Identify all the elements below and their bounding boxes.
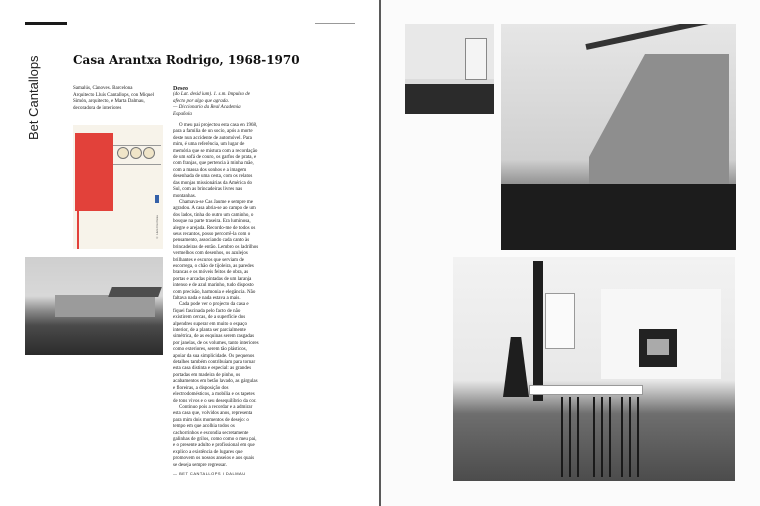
photo-grass <box>501 184 736 250</box>
top-rule <box>25 22 67 25</box>
credit-line: decoradora de interiores <box>73 105 122 111</box>
house-exterior-photo-large <box>501 24 736 250</box>
left-page <box>0 0 379 506</box>
credit-line: Simón, arquitecto, e Marta Dalmau, <box>73 99 145 104</box>
photo-chair <box>561 397 583 477</box>
paragraph: Continuo pois a recordar e a admirar esta casa que, volvidos anos, representa para mim dois momentos de desejo: o tempo em que acolhia todos os cachorrinhos e escondia secretamente galinhas de grilos, como como o meu pai, e o presente adulto e profissional em que explico a existência de lugares que promovem os nossos anseios e aos quais se deseja sempre regressar. <box>173 404 257 468</box>
credit-line: Arquitecto Lluís Cantallops, con Miquel <box>73 92 154 98</box>
photo-fireplace-hood <box>503 337 529 397</box>
paragraph: O meu pai projectou esta casa en 1968, para a familia de un socio, após a morte deste nun accidente de automóvel. Para mim, é uma referência, um lugar de memória que se mistura com a recordação de um sofá de couro, os garfos de prata, e com franjas, que pertencia à minha mãe, com a massa dos sonhos e a imagem desenhada de uma cesta, com os relatos das monjas missionárias da América do Sul, com as brincadeiras livres nas montanhas. <box>173 123 258 199</box>
photo-chair <box>621 397 643 477</box>
photo-chair <box>593 397 615 477</box>
illustration-red-block <box>75 133 113 211</box>
definition <box>173 92 259 118</box>
photo-floor <box>405 84 494 114</box>
illustration-circle <box>117 147 129 159</box>
definition-headword: Deseo <box>173 86 188 92</box>
illustration-blue-mark <box>155 195 159 203</box>
interior-photo-small <box>405 24 494 114</box>
illustration <box>73 125 163 249</box>
illustration-circle <box>130 147 142 159</box>
photo-window <box>465 38 487 80</box>
definition-line: (do Lat. desid ium). 1. s.m. Impulso de <box>173 92 250 98</box>
photo-building <box>589 54 729 186</box>
paragraph: Chamava-se Cas Jaume e sempre me agradou. A casa abria-se ao campo de um dos lados, tinha do outro um caminho, o bosque na parte traseira. Era luminosa, alegre e arejada. Recordo-me de todos os seus recantos, posso percorrê-la com o pensamento, associando cada canto às brincadeiras de então. Lembro os ladrilhos vermelhos com desenhos, os azulejos brilhantes e escuros que serviam de escorrega, o chão de tijoleira, as paredes brancas e os móveis feitos de obra, as portas e arcadas pintadas de um laranja intenso e de azul marinho, tudo disposto com precisão, harmonia e elegância. Não faltava nada e nada estava a mais. <box>173 199 259 301</box>
definition-line: afecto por algo que agrada. <box>173 98 229 104</box>
credit-line: Samalús, Cànoves. Barcelona <box>73 86 133 91</box>
page-title: Casa Arantxa Rodrigo, 1968-1970 <box>73 53 300 67</box>
house-exterior-photo <box>25 257 163 355</box>
illustration-caption: © Lluís Frei Grau <box>155 215 159 240</box>
article-body <box>173 86 259 477</box>
right-page <box>381 0 760 506</box>
signature: — BET CANTALLOPS I DALMAU <box>173 470 246 476</box>
photo-beam <box>533 261 543 401</box>
photo-roof-shape <box>108 287 162 297</box>
credits <box>73 86 169 112</box>
illustration-circle <box>143 147 155 159</box>
photo-house-shape <box>55 295 155 317</box>
photo-table <box>529 385 643 395</box>
photo-window <box>545 293 575 349</box>
paragraph: Cada pode ver o projecto da casa e fiquei fascinada pelo facto de não existirem cercas, de a superfície dos alpendres superar em muito o espaço interior, de a planta ser parcialmente simétrica, de as esquinas serem rasgadas por janelas, de os volumes, tanto interiores como exteriores, serem tão plásticos, apoiar da sua simplicidade. Os pequenos detalhes também contribuíam para tornar esta casa distinta e especial: as grandes portadas em madeira de pinho, os acabamentos em betão lavado, as gárgulas e floreiras, a disposição dos electrodomésticos, a mobília e os tapetes de tons vivos e o seu desequilíbrio da cor. <box>173 302 259 404</box>
top-rule-thin <box>315 23 355 24</box>
section-label: Bet Cantallops <box>26 55 41 140</box>
photo-roofline <box>585 24 733 50</box>
definition-source: — Diccionario da Real Academia Española <box>173 105 241 117</box>
interior-kitchen-photo <box>453 257 735 481</box>
photo-oven <box>639 329 677 367</box>
illustration-red-line <box>77 133 79 249</box>
